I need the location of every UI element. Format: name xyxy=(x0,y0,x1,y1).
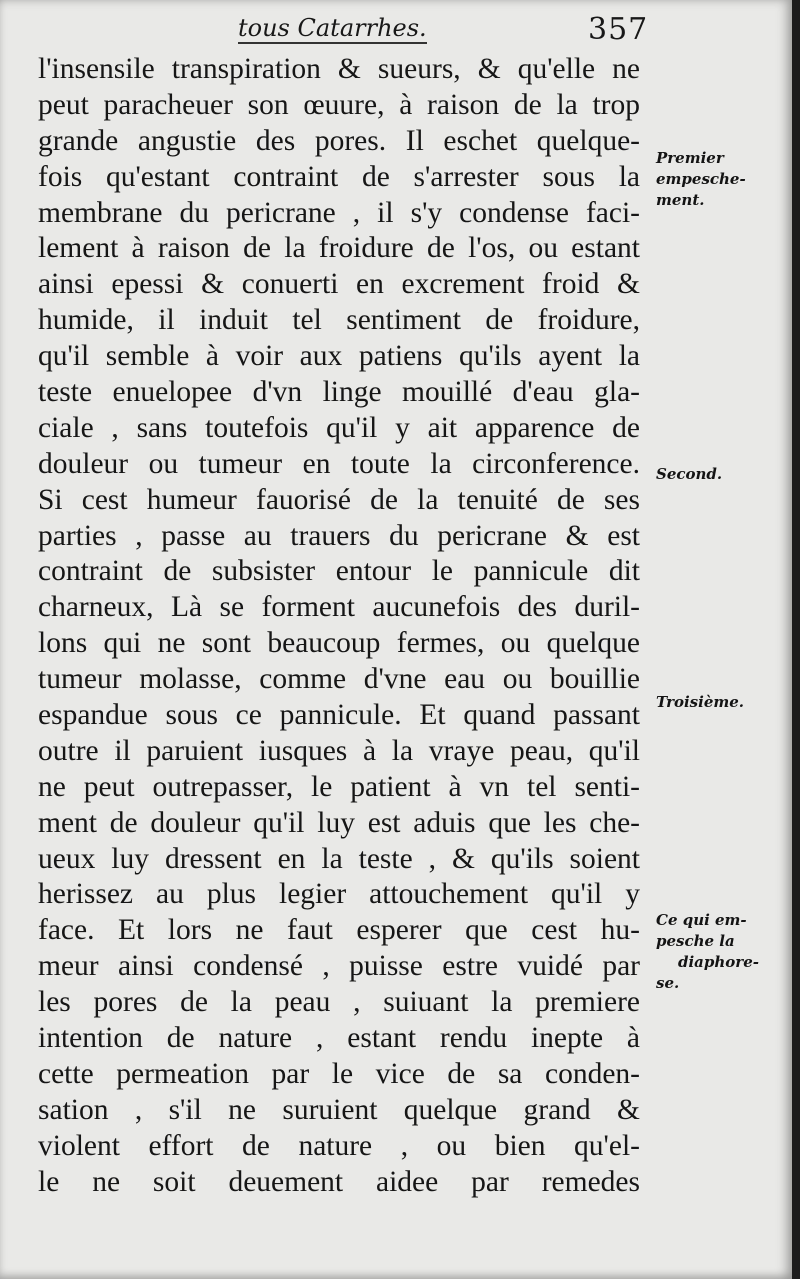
text-line: parties , passe au trauers du pericrane & est xyxy=(38,519,640,552)
text-line: peut paracheuer son œuure, à raison de la trop xyxy=(38,88,640,121)
text-line: ne peut outrepasser, le patient à vn tel senti- xyxy=(38,770,640,803)
text-line: contraint de subsister entour le pannicule dit xyxy=(38,555,640,588)
text-line: teste enuelopee d'vn linge mouillé d'eau gla- xyxy=(38,376,640,409)
text-line: violent effort de nature , ou bien qu'el- xyxy=(38,1129,640,1162)
marginal-line: ment. xyxy=(656,191,705,209)
marginal-note-troisieme xyxy=(656,692,744,713)
text-line: tumeur molasse, comme d'vne eau ou bouillie xyxy=(38,663,640,696)
text-line: meur ainsi condensé , puisse estre vuidé par xyxy=(38,950,640,983)
text-line: outre il paruient iusques à la vraye peau, qu'il xyxy=(38,734,640,767)
text-line: humide, il induit tel sentiment de froidure, xyxy=(38,304,640,337)
show-through-area xyxy=(676,330,681,349)
text-line: membrane du pericrane , il s'y condense faci- xyxy=(38,196,640,229)
text-line: ainsi epessi & conuerti en excrement froid & xyxy=(38,268,640,301)
text-line: douleur ou tumeur en toute la circonference. xyxy=(38,447,640,480)
marginal-note-diaphorese xyxy=(656,910,759,994)
text-line: face. Et lors ne faut esperer que cest hu- xyxy=(38,914,640,947)
text-line: charneux, Là se forment aucunefois des duril- xyxy=(38,591,640,624)
marginal-note-second xyxy=(656,464,722,485)
text-line: sation , s'il ne suruient quelque grand & xyxy=(38,1093,640,1126)
running-head: tous Catarrhes. xyxy=(238,14,427,42)
text-line: lons qui ne sont beaucoup fermes, ou quelque xyxy=(38,627,640,660)
body-text xyxy=(38,52,640,1201)
text-line: lement à raison de la froidure de l'os, ou estant xyxy=(38,232,640,265)
text-line: cette permeation par le vice de sa conden- xyxy=(38,1057,640,1090)
text-line: espandue sous ce pannicule. Et quand passant xyxy=(38,699,640,732)
text-line: qu'il semble à voir aux patiens qu'ils ayent la xyxy=(38,340,640,373)
text-line: le ne soit deuement aidee par remedes xyxy=(38,1165,640,1198)
text-line: Si cest humeur fauorisé de la tenuité de ses xyxy=(38,483,640,516)
page-number: 357 xyxy=(588,12,649,47)
marginal-line: pesche la xyxy=(656,932,735,950)
text-line: grande angustie des pores. Il eschet quelque- xyxy=(38,124,640,157)
text-line: fois qu'estant contraint de s'arrester sous la xyxy=(38,160,640,193)
text-line: l'insensile transpiration & sueurs, & qu'elle ne xyxy=(38,53,640,85)
text-line: intention de nature , estant rendu inepte à xyxy=(38,1022,640,1055)
marginal-line: Ce qui em- xyxy=(656,911,747,929)
marginal-line: se. xyxy=(656,974,680,992)
marginal-line: Second. xyxy=(656,465,723,483)
marginal-line: Premier xyxy=(656,149,724,167)
marginal-line: empesche- xyxy=(656,170,746,188)
text-line: herissez au plus legier attouchement qu'il y xyxy=(38,878,640,911)
marginal-note-premier xyxy=(656,148,746,211)
text-line: les pores de la peau , suiuant la premiere xyxy=(38,986,640,1019)
text-line: ueux luy dressent en la teste , & qu'ils soient xyxy=(38,842,640,875)
marginal-line: Troisième. xyxy=(656,693,745,711)
text-line: ciale , sans toutefois qu'il y ait apparence de xyxy=(38,411,640,444)
marginal-line: diaphore- xyxy=(678,953,759,971)
text-line: ment de douleur qu'il luy est aduis que les che- xyxy=(38,806,640,839)
